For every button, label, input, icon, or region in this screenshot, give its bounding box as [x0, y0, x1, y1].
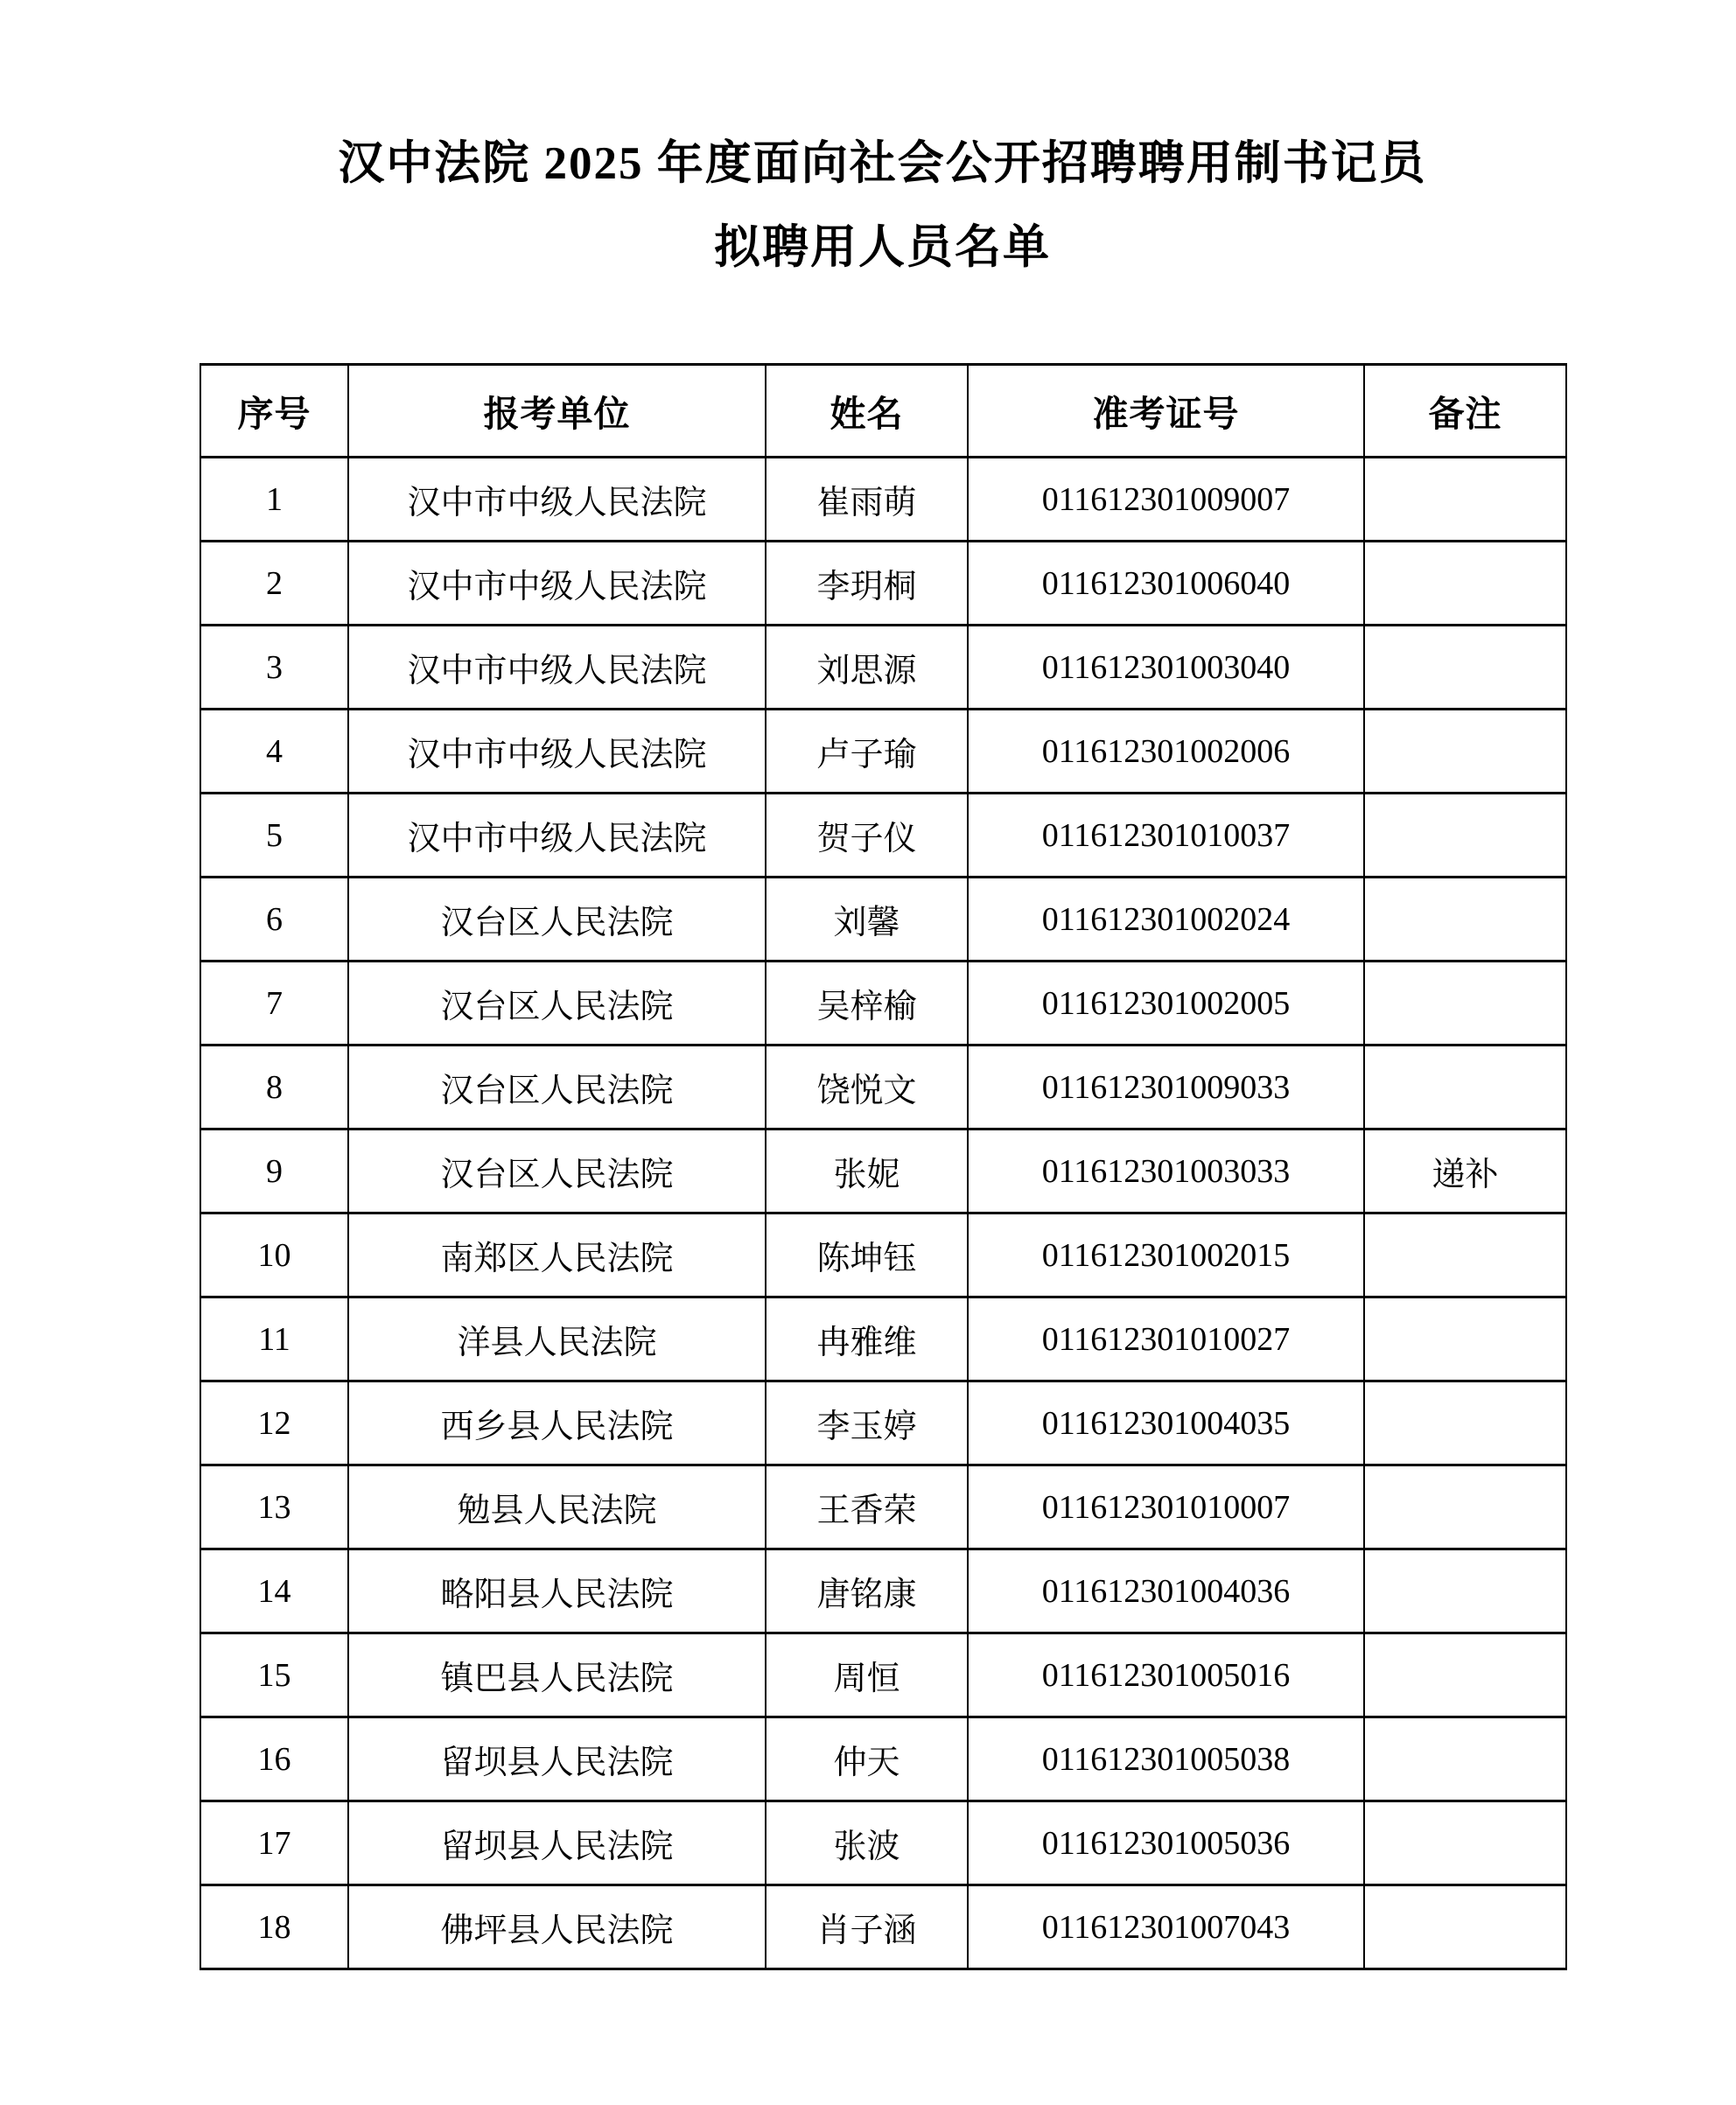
cell-unit: 汉中市中级人民法院 — [348, 458, 766, 542]
cell-unit: 留坝县人民法院 — [348, 1801, 766, 1885]
cell-ticket: 011612301002006 — [968, 710, 1364, 794]
cell-remark — [1364, 878, 1566, 962]
cell-no: 3 — [200, 626, 348, 710]
table-row — [200, 794, 1566, 878]
cell-no: 18 — [200, 1885, 348, 1969]
cell-no: 4 — [200, 710, 348, 794]
cell-no: 1 — [200, 458, 348, 542]
cell-unit: 镇巴县人民法院 — [348, 1633, 766, 1717]
cell-unit: 南郑区人民法院 — [348, 1213, 766, 1297]
cell-ticket: 011612301005038 — [968, 1717, 1364, 1801]
header-cell-name: 姓名 — [766, 365, 968, 458]
cell-name: 王香荣 — [766, 1465, 968, 1549]
header-cell-ticket: 准考证号 — [968, 365, 1364, 458]
cell-ticket: 011612301010007 — [968, 1465, 1364, 1549]
cell-remark — [1364, 794, 1566, 878]
cell-unit: 汉台区人民法院 — [348, 1046, 766, 1129]
cell-name: 吴梓榆 — [766, 962, 968, 1046]
cell-remark — [1364, 1717, 1566, 1801]
cell-unit: 汉台区人民法院 — [348, 878, 766, 962]
cell-unit: 佛坪县人民法院 — [348, 1885, 766, 1969]
cell-remark: 递补 — [1364, 1129, 1566, 1213]
table-row — [200, 1549, 1566, 1633]
cell-no: 5 — [200, 794, 348, 878]
cell-name: 刘馨 — [766, 878, 968, 962]
cell-no: 11 — [200, 1297, 348, 1381]
header-cell-no: 序号 — [200, 365, 348, 458]
cell-ticket: 011612301009007 — [968, 458, 1364, 542]
cell-remark — [1364, 626, 1566, 710]
document-title-line2: 拟聘用人员名单 — [714, 222, 1051, 273]
cell-ticket: 011612301002005 — [968, 962, 1364, 1046]
cell-ticket: 011612301005016 — [968, 1633, 1364, 1717]
cell-ticket: 011612301004035 — [968, 1381, 1364, 1465]
table-row — [200, 1381, 1566, 1465]
table-row — [200, 1801, 1566, 1885]
header-cell-unit: 报考单位 — [348, 365, 766, 458]
table-body — [200, 458, 1566, 1969]
cell-unit: 汉中市中级人民法院 — [348, 794, 766, 878]
document-title-line1: 汉中法院 2025 年度面向社会公开招聘聘用制书记员 — [338, 138, 1427, 189]
cell-remark — [1364, 1381, 1566, 1465]
cell-ticket: 011612301009033 — [968, 1046, 1364, 1129]
table-row — [200, 458, 1566, 542]
roster-table — [200, 363, 1567, 1970]
cell-name: 唐铭康 — [766, 1549, 968, 1633]
table-row — [200, 1213, 1566, 1297]
cell-unit: 汉台区人民法院 — [348, 962, 766, 1046]
cell-name: 饶悦文 — [766, 1046, 968, 1129]
cell-remark — [1364, 1885, 1566, 1969]
cell-remark — [1364, 1549, 1566, 1633]
table-row — [200, 1465, 1566, 1549]
cell-no: 8 — [200, 1046, 348, 1129]
cell-ticket: 011612301006040 — [968, 542, 1364, 626]
table-row — [200, 1046, 1566, 1129]
cell-name: 卢子瑜 — [766, 710, 968, 794]
cell-no: 12 — [200, 1381, 348, 1465]
table-row — [200, 1129, 1566, 1213]
cell-name: 周恒 — [766, 1633, 968, 1717]
cell-unit: 汉中市中级人民法院 — [348, 542, 766, 626]
cell-name: 刘思源 — [766, 626, 968, 710]
cell-unit: 洋县人民法院 — [348, 1297, 766, 1381]
cell-no: 15 — [200, 1633, 348, 1717]
table-row — [200, 710, 1566, 794]
cell-unit: 汉中市中级人民法院 — [348, 626, 766, 710]
table-row — [200, 1717, 1566, 1801]
cell-ticket: 011612301010037 — [968, 794, 1364, 878]
cell-name: 肖子涵 — [766, 1885, 968, 1969]
cell-no: 13 — [200, 1465, 348, 1549]
cell-no: 7 — [200, 962, 348, 1046]
cell-name: 陈坤钰 — [766, 1213, 968, 1297]
table-header-row — [200, 365, 1566, 458]
cell-no: 6 — [200, 878, 348, 962]
cell-remark — [1364, 1297, 1566, 1381]
table-row — [200, 1633, 1566, 1717]
table-row — [200, 1885, 1566, 1969]
cell-unit: 略阳县人民法院 — [348, 1549, 766, 1633]
cell-unit: 汉中市中级人民法院 — [348, 710, 766, 794]
cell-remark — [1364, 1801, 1566, 1885]
cell-ticket: 011612301003033 — [968, 1129, 1364, 1213]
cell-ticket: 011612301003040 — [968, 626, 1364, 710]
cell-remark — [1364, 1213, 1566, 1297]
cell-remark — [1364, 1046, 1566, 1129]
cell-name: 仲天 — [766, 1717, 968, 1801]
cell-remark — [1364, 1465, 1566, 1549]
cell-no: 16 — [200, 1717, 348, 1801]
cell-remark — [1364, 962, 1566, 1046]
cell-no: 10 — [200, 1213, 348, 1297]
table-row — [200, 542, 1566, 626]
cell-ticket: 011612301010027 — [968, 1297, 1364, 1381]
cell-no: 17 — [200, 1801, 348, 1885]
header-cell-remark: 备注 — [1364, 365, 1566, 458]
cell-remark — [1364, 542, 1566, 626]
table-row — [200, 626, 1566, 710]
cell-no: 2 — [200, 542, 348, 626]
cell-no: 14 — [200, 1549, 348, 1633]
cell-name: 李玉婷 — [766, 1381, 968, 1465]
table-row — [200, 1297, 1566, 1381]
cell-unit: 西乡县人民法院 — [348, 1381, 766, 1465]
cell-remark — [1364, 710, 1566, 794]
cell-ticket: 011612301007043 — [968, 1885, 1364, 1969]
cell-name: 李玥桐 — [766, 542, 968, 626]
cell-ticket: 011612301002024 — [968, 878, 1364, 962]
cell-unit: 勉县人民法院 — [348, 1465, 766, 1549]
cell-remark — [1364, 1633, 1566, 1717]
cell-name: 张波 — [766, 1801, 968, 1885]
cell-name: 贺子仪 — [766, 794, 968, 878]
table-row — [200, 962, 1566, 1046]
cell-ticket: 011612301004036 — [968, 1549, 1364, 1633]
cell-unit: 留坝县人民法院 — [348, 1717, 766, 1801]
cell-name: 冉雅维 — [766, 1297, 968, 1381]
table-row — [200, 878, 1566, 962]
cell-remark — [1364, 458, 1566, 542]
cell-no: 9 — [200, 1129, 348, 1213]
cell-ticket: 011612301005036 — [968, 1801, 1364, 1885]
cell-unit: 汉台区人民法院 — [348, 1129, 766, 1213]
cell-ticket: 011612301002015 — [968, 1213, 1364, 1297]
cell-name: 崔雨萌 — [766, 458, 968, 542]
cell-name: 张妮 — [766, 1129, 968, 1213]
